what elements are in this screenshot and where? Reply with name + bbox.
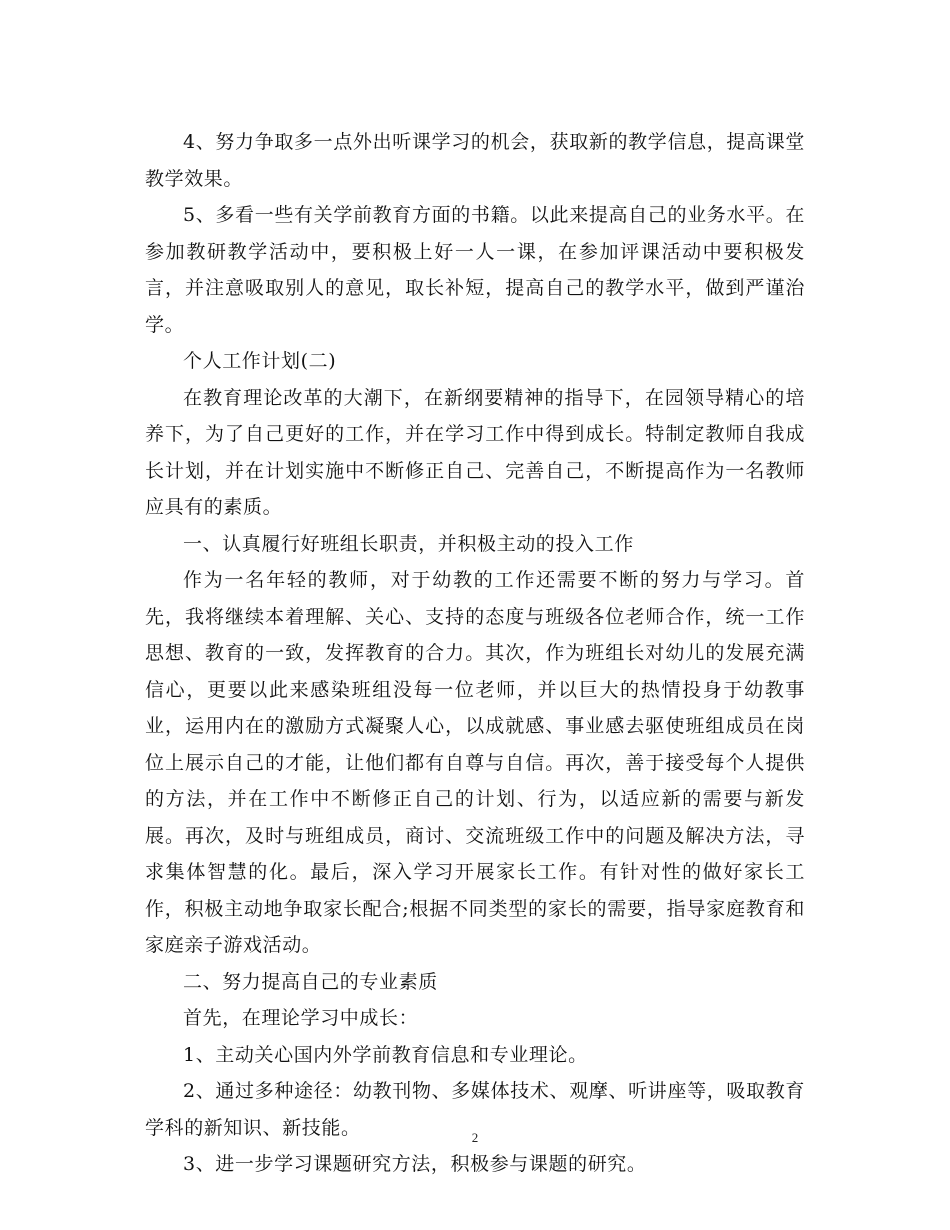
paragraph-item-5: 5、多看一些有关学前教育方面的书籍。以此来提高自己的业务水平。在参加教研教学活动中，要积极上好一人一课，在参加评课活动中要积极发言，并注意吸取别人的意见，取长补短，提高自己的教学水平，做到严谨治学。: [145, 204, 805, 336]
list-item-3: 3、进一步学习课题研究方法，积极参与课题的研究。: [183, 1153, 647, 1175]
heading-section-one: 一、认真履行好班组长职责，并积极主动的投入工作: [183, 532, 634, 555]
intro-paragraph: 在教育理论改革的大潮下，在新纲要精神的指导下，在园领导精心的培养下，为了自己更好的工作，并在学习工作中得到成长。特制定教师自我成长计划，并在计划实施中不断修正自己、完善自己，不断提高作为一名教师应具有的素质。: [145, 386, 805, 518]
paragraph-item-4: 4、努力争取多一点外出听课学习的机会，获取新的教学信息，提高课堂教学效果。: [145, 131, 805, 190]
section-one-body: 作为一名年轻的教师，对于幼教的工作还需要不断的努力与学习。首先，我将继续本着理解、关心、支持的态度与班级各位老师合作，统一工作思想、教育的一致，发挥教育的合力。其次，作为班组长对幼儿的发展充满信心，更要以此来感染班组没每一位老师，并以巨大的热情投身于幼教事业，运用内在的激励方式凝聚人心，以成就感、事业感去驱使班组成员在岗位上展示自己的才能，让他们都有自尊与自信。再次，善于接受每个人提供的方法，并在工作中不断修正自己的计划、行为，以适应新的需要与新发展。再次，及时与班组成员，商讨、交流班级工作中的问题及解决方法，寻求集体智慧的化。最后，深入学习开展家长工作。有针对性的做好家长工作，积极主动地争取家长配合;根据不同类型的家长的需要，指导家庭教育和家庭亲子游戏活动。: [145, 569, 805, 956]
document-body: [145, 124, 805, 1183]
section-title-personal-plan-2: 个人工作计划(二): [183, 350, 337, 372]
heading-section-two: 二、努力提高自己的专业素质: [183, 970, 438, 993]
page-number: 2: [471, 1130, 479, 1145]
list-item-1: 1、主动关心国内外学前教育信息和专业理论。: [183, 1043, 588, 1066]
list-item-2: 2、通过多种途径：幼教刊物、多媒体技术、观摩、听讲座等，吸取教育学科的新知识、新技能。: [145, 1080, 805, 1139]
theory-learning-lead: 首先，在理论学习中成长：: [183, 1007, 419, 1029]
